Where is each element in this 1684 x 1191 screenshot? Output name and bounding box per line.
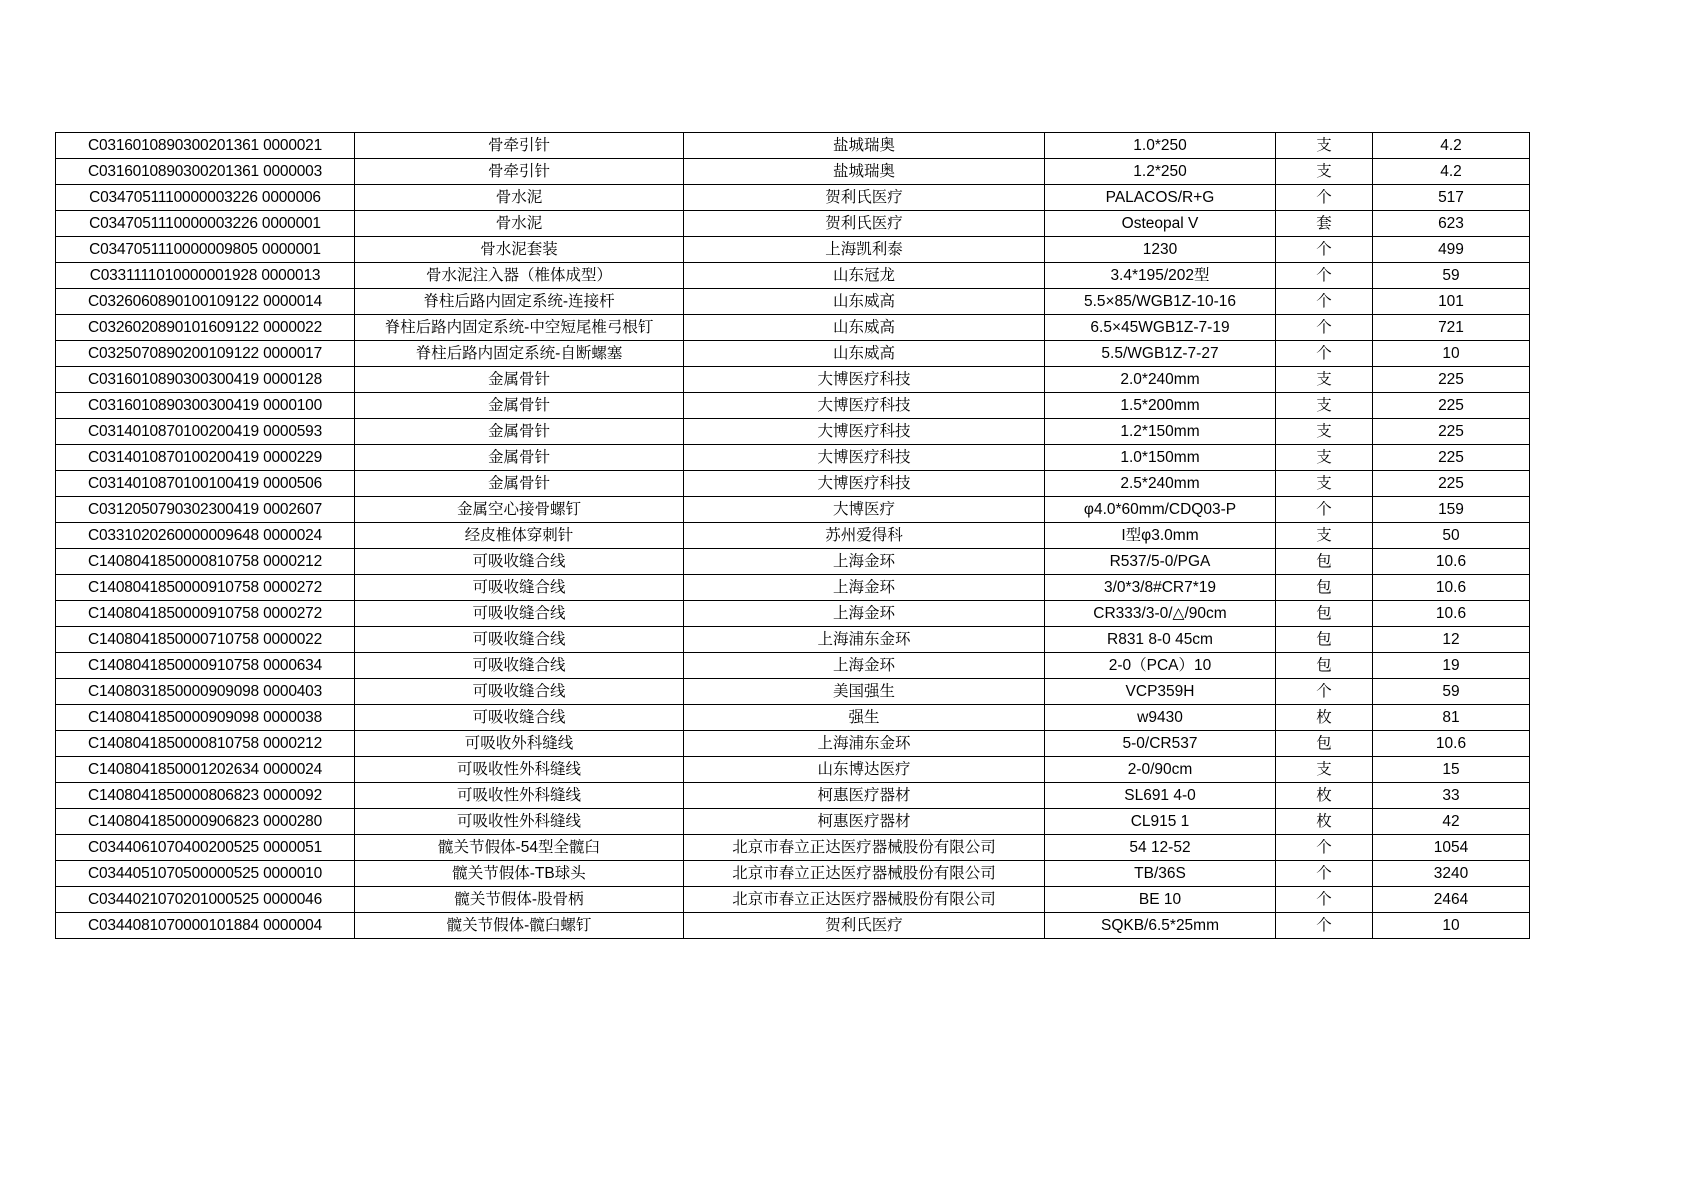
cell-price: 517 (1373, 185, 1530, 211)
cell-unit: 个 (1276, 835, 1373, 861)
cell-vendor: 上海金环 (684, 575, 1045, 601)
cell-name: 可吸收性外科缝线 (355, 757, 684, 783)
cell-vendor: 柯惠医疗器材 (684, 783, 1045, 809)
cell-vendor: 苏州爱得科 (684, 523, 1045, 549)
cell-unit: 枚 (1276, 783, 1373, 809)
cell-unit: 包 (1276, 627, 1373, 653)
cell-name: 可吸收缝合线 (355, 653, 684, 679)
cell-code: C0331020260000009648 0000024 (56, 523, 355, 549)
cell-name: 脊柱后路内固定系统-自断螺塞 (355, 341, 684, 367)
cell-name: 脊柱后路内固定系统-连接杆 (355, 289, 684, 315)
cell-vendor: 山东威高 (684, 341, 1045, 367)
cell-unit: 包 (1276, 653, 1373, 679)
cell-name: 脊柱后路内固定系统-中空短尾椎弓根钉 (355, 315, 684, 341)
cell-price: 10 (1373, 913, 1530, 939)
cell-vendor: 大博医疗科技 (684, 419, 1045, 445)
cell-code: C0347051110000009805 0000001 (56, 237, 355, 263)
cell-unit: 枚 (1276, 809, 1373, 835)
cell-vendor: 上海金环 (684, 653, 1045, 679)
table-row (56, 159, 1530, 185)
cell-code: C0314010870100100419 0000506 (56, 471, 355, 497)
cell-code: C1408041850000910758 0000634 (56, 653, 355, 679)
cell-price: 4.2 (1373, 159, 1530, 185)
cell-unit: 支 (1276, 471, 1373, 497)
cell-price: 1054 (1373, 835, 1530, 861)
cell-name: 可吸收缝合线 (355, 679, 684, 705)
cell-code: C0314010870100200419 0000593 (56, 419, 355, 445)
cell-code: C1408041850000810758 0000212 (56, 731, 355, 757)
table-row (56, 133, 1530, 159)
cell-code: C1408041850000806823 0000092 (56, 783, 355, 809)
cell-unit: 支 (1276, 445, 1373, 471)
cell-name: 骨牵引针 (355, 159, 684, 185)
cell-price: 81 (1373, 705, 1530, 731)
cell-unit: 个 (1276, 263, 1373, 289)
cell-unit: 支 (1276, 523, 1373, 549)
cell-spec: 3.4*195/202型 (1045, 263, 1276, 289)
table-row (56, 861, 1530, 887)
cell-price: 623 (1373, 211, 1530, 237)
cell-unit: 包 (1276, 575, 1373, 601)
cell-code: C0344061070400200525 0000051 (56, 835, 355, 861)
cell-name: 骨水泥套装 (355, 237, 684, 263)
table-row (56, 731, 1530, 757)
table-row (56, 315, 1530, 341)
cell-vendor: 北京市春立正达医疗器械股份有限公司 (684, 887, 1045, 913)
cell-vendor: 大博医疗科技 (684, 393, 1045, 419)
cell-spec: 2.0*240mm (1045, 367, 1276, 393)
cell-name: 骨水泥注入器（椎体成型） (355, 263, 684, 289)
cell-name: 可吸收外科缝线 (355, 731, 684, 757)
cell-spec: R537/5-0/PGA (1045, 549, 1276, 575)
cell-name: 金属骨针 (355, 445, 684, 471)
cell-code: C1408041850000810758 0000212 (56, 549, 355, 575)
cell-name: 髋关节假体-髋臼螺钉 (355, 913, 684, 939)
cell-price: 3240 (1373, 861, 1530, 887)
cell-vendor: 北京市春立正达医疗器械股份有限公司 (684, 835, 1045, 861)
cell-unit: 支 (1276, 757, 1373, 783)
cell-name: 骨水泥 (355, 185, 684, 211)
cell-price: 10.6 (1373, 575, 1530, 601)
cell-price: 499 (1373, 237, 1530, 263)
cell-code: C1408041850000909098 0000038 (56, 705, 355, 731)
cell-vendor: 山东博达医疗 (684, 757, 1045, 783)
cell-spec: 1.5*200mm (1045, 393, 1276, 419)
table-row (56, 211, 1530, 237)
table-row (56, 445, 1530, 471)
price-table-body (56, 133, 1530, 939)
cell-name: 金属骨针 (355, 419, 684, 445)
cell-price: 12 (1373, 627, 1530, 653)
cell-name: 髋关节假体-TB球头 (355, 861, 684, 887)
cell-spec: 1.0*150mm (1045, 445, 1276, 471)
cell-spec: 5-0/CR537 (1045, 731, 1276, 757)
cell-name: 可吸收缝合线 (355, 627, 684, 653)
cell-unit: 包 (1276, 601, 1373, 627)
cell-vendor: 强生 (684, 705, 1045, 731)
cell-vendor: 上海凯利泰 (684, 237, 1045, 263)
cell-spec: BE 10 (1045, 887, 1276, 913)
cell-code: C0316010890300300419 0000100 (56, 393, 355, 419)
cell-vendor: 上海金环 (684, 601, 1045, 627)
table-row (56, 289, 1530, 315)
table-row (56, 185, 1530, 211)
cell-spec: CR333/3-0/△/90cm (1045, 601, 1276, 627)
table-row (56, 913, 1530, 939)
table-row (56, 497, 1530, 523)
cell-code: C0325070890200109122 0000017 (56, 341, 355, 367)
cell-price: 225 (1373, 419, 1530, 445)
table-row (56, 783, 1530, 809)
cell-name: 金属骨针 (355, 367, 684, 393)
cell-name: 骨水泥 (355, 211, 684, 237)
table-row (56, 575, 1530, 601)
cell-name: 可吸收缝合线 (355, 601, 684, 627)
table-row (56, 887, 1530, 913)
cell-spec: 5.5×85/WGB1Z-10-16 (1045, 289, 1276, 315)
cell-price: 19 (1373, 653, 1530, 679)
cell-vendor: 贺利氏医疗 (684, 913, 1045, 939)
cell-code: C0344021070201000525 0000046 (56, 887, 355, 913)
cell-name: 可吸收缝合线 (355, 575, 684, 601)
cell-unit: 枚 (1276, 705, 1373, 731)
cell-vendor: 大博医疗科技 (684, 367, 1045, 393)
cell-spec: I型φ3.0mm (1045, 523, 1276, 549)
cell-vendor: 盐城瑞奥 (684, 133, 1045, 159)
cell-name: 金属空心接骨螺钉 (355, 497, 684, 523)
cell-spec: SQKB/6.5*25mm (1045, 913, 1276, 939)
cell-price: 4.2 (1373, 133, 1530, 159)
cell-spec: 2.5*240mm (1045, 471, 1276, 497)
cell-code: C0314010870100200419 0000229 (56, 445, 355, 471)
table-row (56, 757, 1530, 783)
cell-unit: 个 (1276, 497, 1373, 523)
table-row (56, 419, 1530, 445)
cell-price: 42 (1373, 809, 1530, 835)
cell-price: 225 (1373, 393, 1530, 419)
cell-price: 10 (1373, 341, 1530, 367)
cell-price: 10.6 (1373, 601, 1530, 627)
table-row (56, 393, 1530, 419)
cell-name: 经皮椎体穿刺针 (355, 523, 684, 549)
cell-spec: 2-0（PCA）10 (1045, 653, 1276, 679)
cell-name: 可吸收性外科缝线 (355, 809, 684, 835)
cell-spec: w9430 (1045, 705, 1276, 731)
table-row (56, 835, 1530, 861)
cell-name: 骨牵引针 (355, 133, 684, 159)
cell-name: 金属骨针 (355, 471, 684, 497)
cell-unit: 个 (1276, 289, 1373, 315)
cell-vendor: 大博医疗 (684, 497, 1045, 523)
cell-spec: TB/36S (1045, 861, 1276, 887)
cell-unit: 支 (1276, 367, 1373, 393)
cell-price: 15 (1373, 757, 1530, 783)
cell-code: C0316010890300300419 0000128 (56, 367, 355, 393)
cell-vendor: 贺利氏医疗 (684, 211, 1045, 237)
cell-code: C0344051070500000525 0000010 (56, 861, 355, 887)
cell-spec: 6.5×45WGB1Z-7-19 (1045, 315, 1276, 341)
table-row (56, 523, 1530, 549)
cell-code: C1408041850000906823 0000280 (56, 809, 355, 835)
table-row (56, 263, 1530, 289)
cell-vendor: 北京市春立正达医疗器械股份有限公司 (684, 861, 1045, 887)
cell-code: C1408041850000910758 0000272 (56, 601, 355, 627)
cell-price: 33 (1373, 783, 1530, 809)
cell-vendor: 美国强生 (684, 679, 1045, 705)
cell-spec: 54 12-52 (1045, 835, 1276, 861)
cell-spec: CL915 1 (1045, 809, 1276, 835)
cell-spec: 2-0/90cm (1045, 757, 1276, 783)
cell-unit: 个 (1276, 185, 1373, 211)
cell-code: C1408031850000909098 0000403 (56, 679, 355, 705)
cell-unit: 包 (1276, 549, 1373, 575)
cell-name: 髋关节假体-股骨柄 (355, 887, 684, 913)
cell-code: C1408041850000710758 0000022 (56, 627, 355, 653)
cell-unit: 支 (1276, 393, 1373, 419)
cell-vendor: 山东冠龙 (684, 263, 1045, 289)
table-row (56, 549, 1530, 575)
cell-code: C0331111010000001928 0000013 (56, 263, 355, 289)
price-table (55, 132, 1530, 939)
table-row (56, 809, 1530, 835)
table-row (56, 237, 1530, 263)
cell-spec: 3/0*3/8#CR7*19 (1045, 575, 1276, 601)
cell-unit: 包 (1276, 731, 1373, 757)
cell-spec: 1.2*250 (1045, 159, 1276, 185)
cell-vendor: 柯惠医疗器材 (684, 809, 1045, 835)
cell-unit: 个 (1276, 861, 1373, 887)
cell-vendor: 山东威高 (684, 315, 1045, 341)
cell-vendor: 大博医疗科技 (684, 471, 1045, 497)
cell-price: 225 (1373, 471, 1530, 497)
cell-unit: 支 (1276, 159, 1373, 185)
cell-price: 59 (1373, 679, 1530, 705)
cell-unit: 套 (1276, 211, 1373, 237)
cell-name: 金属骨针 (355, 393, 684, 419)
cell-unit: 支 (1276, 419, 1373, 445)
table-row (56, 627, 1530, 653)
cell-spec: R831 8-0 45cm (1045, 627, 1276, 653)
cell-code: C0347051110000003226 0000001 (56, 211, 355, 237)
cell-code: C0326020890101609122 0000022 (56, 315, 355, 341)
cell-name: 可吸收缝合线 (355, 705, 684, 731)
cell-unit: 个 (1276, 913, 1373, 939)
cell-spec: 1.2*150mm (1045, 419, 1276, 445)
cell-name: 可吸收缝合线 (355, 549, 684, 575)
cell-name: 髋关节假体-54型全髋臼 (355, 835, 684, 861)
table-row (56, 341, 1530, 367)
cell-code: C0316010890300201361 0000021 (56, 133, 355, 159)
cell-price: 159 (1373, 497, 1530, 523)
cell-vendor: 盐城瑞奥 (684, 159, 1045, 185)
cell-code: C1408041850001202634 0000024 (56, 757, 355, 783)
cell-code: C0344081070000101884 0000004 (56, 913, 355, 939)
cell-vendor: 山东威高 (684, 289, 1045, 315)
cell-price: 225 (1373, 367, 1530, 393)
price-table-container (55, 132, 1475, 939)
cell-price: 2464 (1373, 887, 1530, 913)
table-row (56, 601, 1530, 627)
cell-price: 50 (1373, 523, 1530, 549)
cell-price: 225 (1373, 445, 1530, 471)
cell-spec: 1230 (1045, 237, 1276, 263)
cell-unit: 个 (1276, 315, 1373, 341)
table-row (56, 679, 1530, 705)
cell-price: 721 (1373, 315, 1530, 341)
table-row (56, 705, 1530, 731)
cell-spec: 5.5/WGB1Z-7-27 (1045, 341, 1276, 367)
table-row (56, 367, 1530, 393)
cell-spec: 1.0*250 (1045, 133, 1276, 159)
cell-spec: φ4.0*60mm/CDQ03-P (1045, 497, 1276, 523)
cell-price: 10.6 (1373, 731, 1530, 757)
cell-price: 10.6 (1373, 549, 1530, 575)
cell-spec: VCP359H (1045, 679, 1276, 705)
cell-vendor: 上海金环 (684, 549, 1045, 575)
cell-spec: Osteopal V (1045, 211, 1276, 237)
table-row (56, 653, 1530, 679)
cell-spec: SL691 4-0 (1045, 783, 1276, 809)
cell-unit: 个 (1276, 887, 1373, 913)
cell-price: 59 (1373, 263, 1530, 289)
table-row (56, 471, 1530, 497)
cell-unit: 个 (1276, 341, 1373, 367)
cell-vendor: 贺利氏医疗 (684, 185, 1045, 211)
cell-vendor: 大博医疗科技 (684, 445, 1045, 471)
cell-spec: PALACOS/R+G (1045, 185, 1276, 211)
cell-unit: 个 (1276, 237, 1373, 263)
cell-code: C1408041850000910758 0000272 (56, 575, 355, 601)
cell-price: 101 (1373, 289, 1530, 315)
cell-code: C0347051110000003226 0000006 (56, 185, 355, 211)
cell-unit: 个 (1276, 679, 1373, 705)
cell-vendor: 上海浦东金环 (684, 627, 1045, 653)
cell-vendor: 上海浦东金环 (684, 731, 1045, 757)
cell-name: 可吸收性外科缝线 (355, 783, 684, 809)
cell-code: C0312050790302300419 0002607 (56, 497, 355, 523)
cell-code: C0316010890300201361 0000003 (56, 159, 355, 185)
cell-code: C0326060890100109122 0000014 (56, 289, 355, 315)
cell-unit: 支 (1276, 133, 1373, 159)
